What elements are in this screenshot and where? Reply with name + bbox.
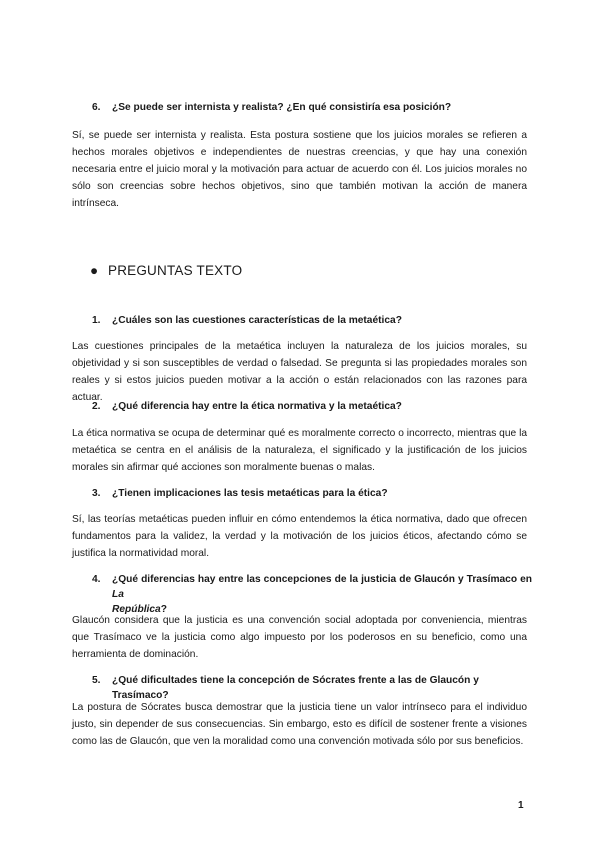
- question-title-italic: República: [112, 604, 161, 615]
- question-text: ¿Se puede ser internista y realista? ¿En qué consistiría esa posición?: [112, 102, 452, 113]
- question-number: 4.: [92, 574, 101, 585]
- question-6-answer: Sí, se puede ser internista y realista. Esta postura sostiene que los juicios morales se refieren a hechos morales objetivos e independientes de nuestras creencias, y que hay una conexión necesaria entre el juicio moral y la motivación para actuar de acuerdo con él. Los juicios morales no sólo son creencias sobre hechos objetivos, sino que también motivan la acción de manera intrínseca.: [72, 130, 527, 209]
- question-4-answer: Glaucón considera que la justicia es una convención social adoptada por conveniencia, mientras que Trasímaco ve la justicia como algo impuesto por los poderosos en su beneficio, como una herramienta de dominación.: [72, 615, 527, 660]
- question-number: 5.: [92, 675, 101, 686]
- question-1-heading: [92, 313, 522, 328]
- question-title-italic: La: [112, 589, 124, 600]
- question-1-answer: Las cuestiones principales de la metaética incluyen la naturaleza de los juicios morales, su objetividad y si son susceptibles de verdad o falsedad. Se pregunta si las propiedades morales son reales y si estos juicios pueden motivar a la acción o están relacionados con las razones para actuar.: [72, 341, 527, 403]
- question-2-answer: La ética normativa se ocupa de determinar qué es moralmente correcto o incorrecto, mientras que la metaética se centra en el análisis de la naturaleza, el significado y la justificación de los juicios morales sin afirmar qué acciones son moralmente buenas o malas.: [72, 428, 527, 473]
- question-number: 1.: [92, 315, 101, 326]
- question-3-heading: [92, 486, 522, 501]
- question-2-heading: [92, 399, 522, 414]
- question-6-heading: [92, 100, 522, 115]
- question-text: ¿Qué diferencias hay entre las concepciones de la justicia de Glaucón y Trasímaco en: [112, 574, 532, 585]
- question-text: ¿Qué dificultades tiene la concepción de Sócrates frente a las de Glaucón y Trasímaco?: [112, 675, 479, 701]
- page-number: 1: [518, 800, 524, 811]
- question-text: ¿Cuáles son las cuestiones características de la metaética?: [112, 315, 402, 326]
- question-text: ¿Tienen implicaciones las tesis metaéticas para la ética?: [112, 488, 388, 499]
- question-mark: ?: [160, 604, 167, 615]
- question-number: 3.: [92, 488, 101, 499]
- question-5-answer: La postura de Sócrates busca demostrar que la justicia tiene un valor intrínseco para el individuo justo, sin depender de sus consecuencias. Sin embargo, esto es difícil de sostener frente a visiones como las de Glaucón, que ven la moralidad como una convención motivada sólo por sus beneficios.: [72, 702, 527, 747]
- question-number: 6.: [92, 102, 101, 113]
- question-text: ¿Qué diferencia hay entre la ética normativa y la metaética?: [112, 401, 402, 412]
- bullet-icon: ●: [90, 263, 99, 278]
- question-3-answer: Sí, las teorías metaéticas pueden influir en cómo entendemos la ética normativa, dado que ofrecen fundamentos para la validez, la verdad y la motivación de los juicios éticos, afectando cómo se justifica la normatividad moral.: [72, 514, 527, 559]
- question-number: 2.: [92, 401, 101, 412]
- section-title: PREGUNTAS TEXTO: [108, 263, 243, 278]
- question-4-heading: [92, 572, 532, 617]
